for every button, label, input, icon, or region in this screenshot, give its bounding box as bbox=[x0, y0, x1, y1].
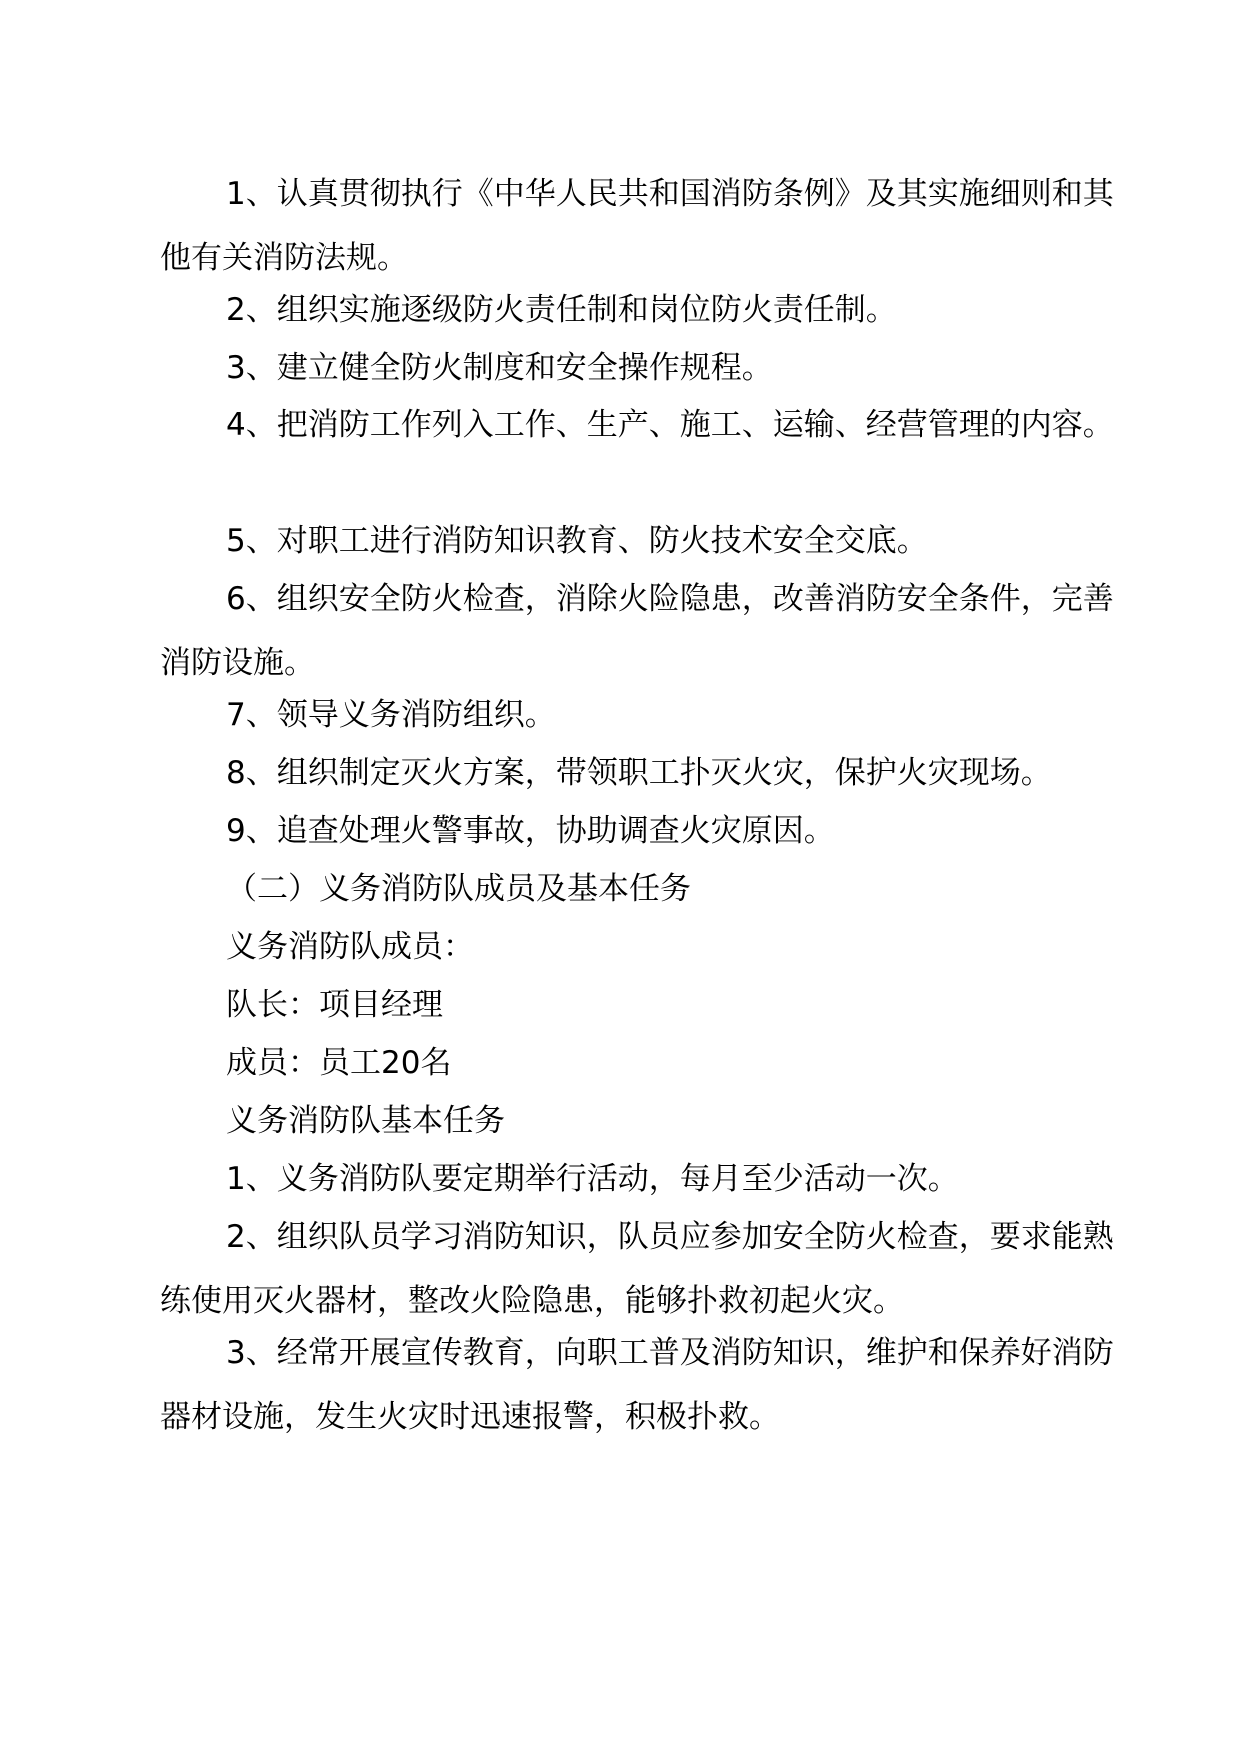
duty-item-8: 8、组织制定灭火方案，带领职工扑灭火灾，保护火灾现场。 bbox=[226, 755, 1052, 791]
section-heading: （二）义务消防队成员及基本任务 bbox=[226, 871, 691, 907]
duty-item-4: 4、把消防工作列入工作、生产、施工、运输、经营管理的内容。 bbox=[226, 407, 1114, 443]
duty-item-2: 2、组织实施逐级防火责任制和岗位防火责任制。 bbox=[226, 292, 897, 328]
task-item-2: 2、组织队员学习消防知识，队员应参加安全防火检查，要求能熟练使用灭火器材，整改火险隐患，能够扑救初起火灾。 bbox=[160, 1219, 1114, 1319]
members-label: 义务消防队成员： bbox=[226, 929, 474, 965]
task-item-1: 1、义务消防队要定期举行活动，每月至少活动一次。 bbox=[226, 1161, 959, 1197]
duty-item-1: 1、认真贯彻执行《中华人民共和国消防条例》及其实施细则和其他有关消防法规。 bbox=[160, 176, 1114, 276]
duty-item-6: 6、组织安全防火检查，消除火险隐患，改善消防安全条件，完善消防设施。 bbox=[160, 581, 1114, 681]
tasks-label: 义务消防队基本任务 bbox=[226, 1103, 505, 1139]
members-line: 成员：员工20名 bbox=[226, 1045, 452, 1081]
document-page bbox=[160, 0, 1120, 1754]
task-item-3: 3、经常开展宣传教育，向职工普及消防知识，维护和保养好消防器材设施，发生火灾时迅速报警，积极扑救。 bbox=[160, 1335, 1114, 1435]
duty-item-7: 7、领导义务消防组织。 bbox=[226, 697, 556, 733]
duty-item-3: 3、建立健全防火制度和安全操作规程。 bbox=[226, 350, 773, 386]
duty-item-9: 9、追查处理火警事故，协助调查火灾原因。 bbox=[226, 813, 835, 849]
captain-line: 队长：项目经理 bbox=[226, 987, 443, 1023]
duty-item-5: 5、对职工进行消防知识教育、防火技术安全交底。 bbox=[226, 523, 928, 559]
